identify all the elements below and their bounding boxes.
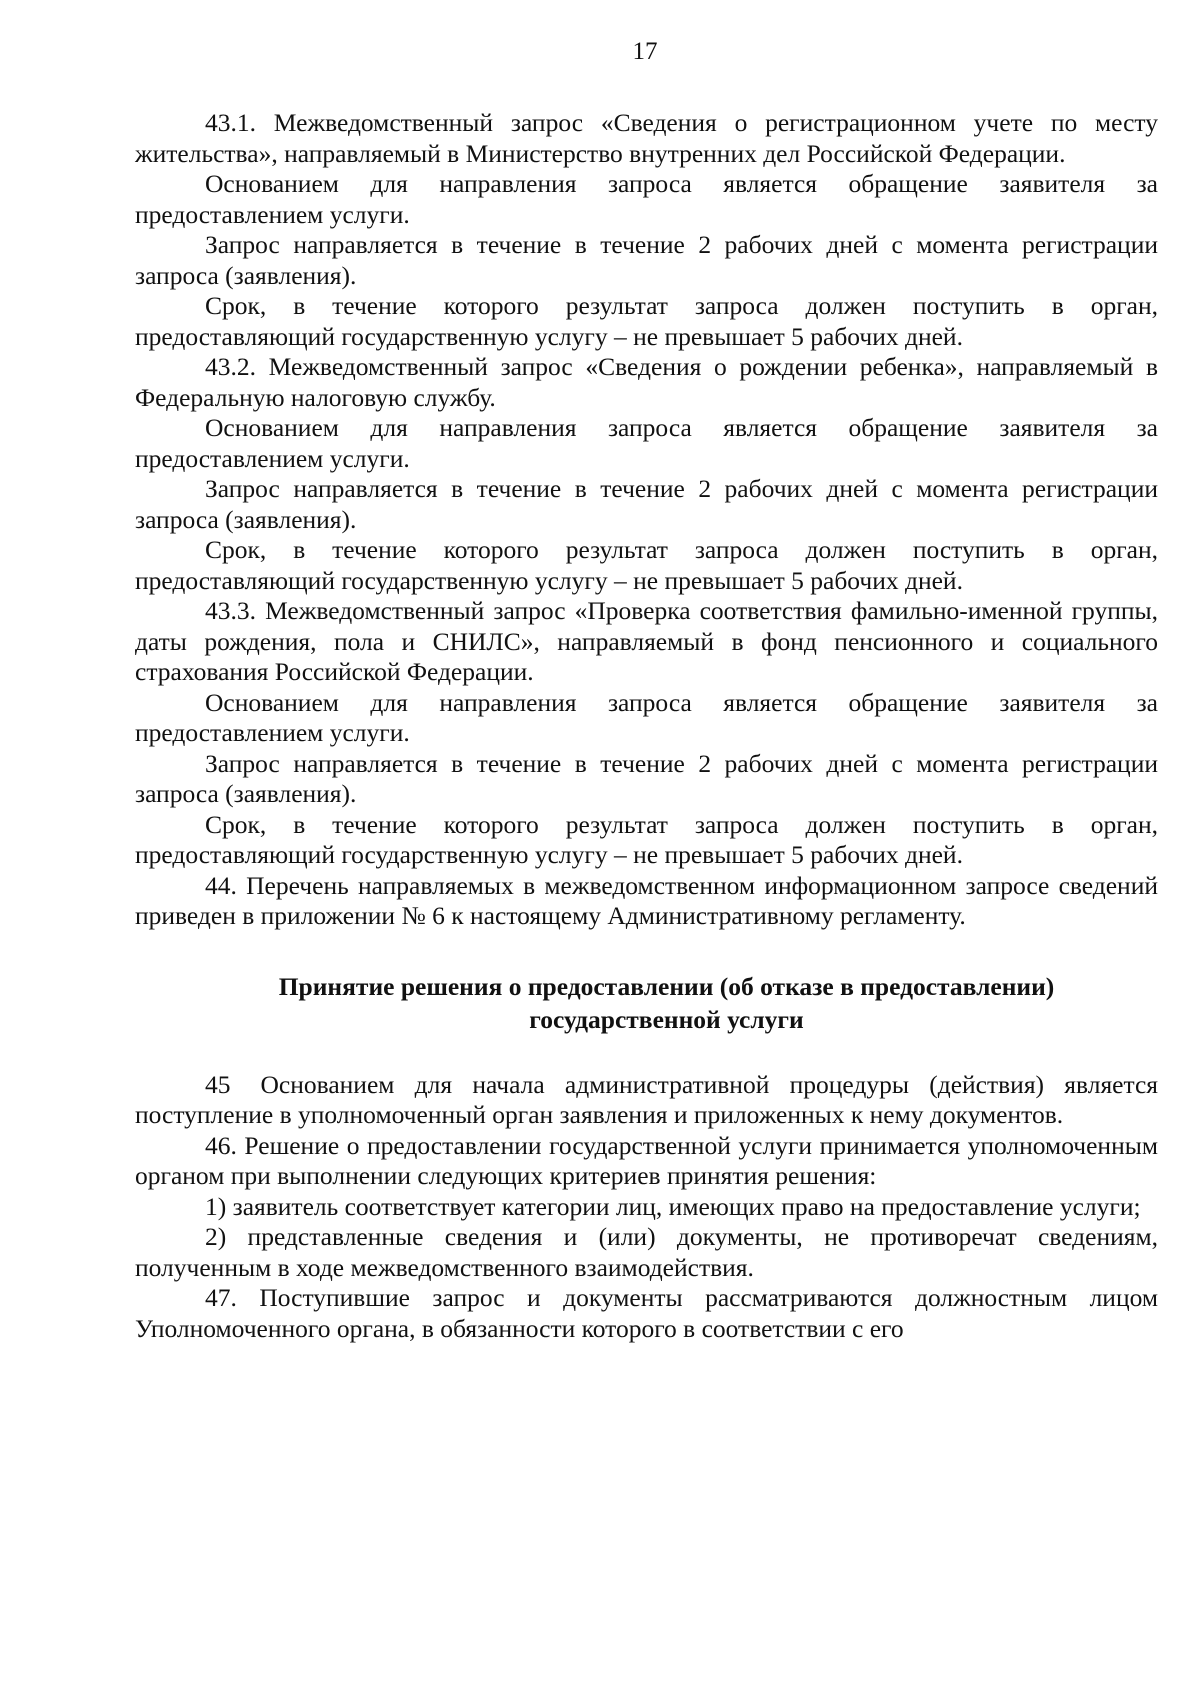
- list-item: 2) представленные сведения и (или) документы, не противоречат сведениям, полученным в ходе межведомственного взаимодействия.: [135, 1222, 1158, 1282]
- paragraph: 43.1. Межведомственный запрос «Сведения о регистрационном учете по месту жительства», направляемый в Министерство внутренних дел Российской Федерации.: [135, 108, 1158, 168]
- paragraph: 43.2. Межведомственный запрос «Сведения о рождении ребенка», направляемый в Федеральную налоговую службу.: [135, 352, 1158, 412]
- paragraph-number: 45: [205, 1069, 231, 1099]
- document-body: [135, 108, 1158, 1344]
- paragraph: Запрос направляется в течение в течение 2 рабочих дней с момента регистрации запроса (заявления).: [135, 230, 1158, 290]
- paragraph: Основанием для направления запроса является обращение заявителя за предоставлением услуги.: [135, 169, 1158, 229]
- paragraph: 43.3. Межведомственный запрос «Проверка соответствия фамильно-именной группы, даты рождения, пола и СНИЛС», направляемый в фонд пенсионного и социального страхования Российской Федерации.: [135, 596, 1158, 686]
- list-item: 1) заявитель соответствует категории лиц, имеющих право на предоставление услуги;: [205, 1191, 1141, 1221]
- section-heading-line: Принятие решения о предоставлении (об отказе в предоставлении): [278, 971, 1055, 1001]
- section-heading-line: государственной услуги: [529, 1004, 804, 1034]
- section-heading: [135, 970, 1158, 1036]
- paragraph: Основанием для направления запроса является обращение заявителя за предоставлением услуги.: [135, 687, 1158, 747]
- paragraph: 46. Решение о предоставлении государственной услуги принимается уполномоченным органом при выполнении следующих критериев принятия решения:: [135, 1130, 1158, 1190]
- paragraph-text: Основанием для начала административной процедуры (действия) является поступление в уполномоченный орган заявления и приложенных к нему документов.: [135, 1069, 1158, 1129]
- paragraph: Запрос направляется в течение в течение 2 рабочих дней с момента регистрации запроса (заявления).: [135, 748, 1158, 808]
- paragraph: Срок, в течение которого результат запроса должен поступить в орган, предоставляющий государственную услугу – не превышает 5 рабочих дней.: [135, 291, 1158, 351]
- page-number: 17: [632, 38, 658, 65]
- paragraph: Основанием для направления запроса является обращение заявителя за предоставлением услуги.: [135, 413, 1158, 473]
- paragraph: Срок, в течение которого результат запроса должен поступить в орган, предоставляющий государственную услугу – не превышает 5 рабочих дней.: [135, 535, 1158, 595]
- paragraph: 44. Перечень направляемых в межведомственном информационном запросе сведений приведен в приложении № 6 к настоящему Административному регламенту.: [135, 870, 1158, 930]
- paragraph: Срок, в течение которого результат запроса должен поступить в орган, предоставляющий государственную услугу – не превышает 5 рабочих дней.: [135, 809, 1158, 869]
- paragraph-45: [135, 1070, 1158, 1131]
- paragraph: 47. Поступившие запрос и документы рассматриваются должностным лицом Уполномоченного органа, в обязанности которого в соответствии с его: [135, 1283, 1158, 1343]
- paragraph: Запрос направляется в течение в течение 2 рабочих дней с момента регистрации запроса (заявления).: [135, 474, 1158, 534]
